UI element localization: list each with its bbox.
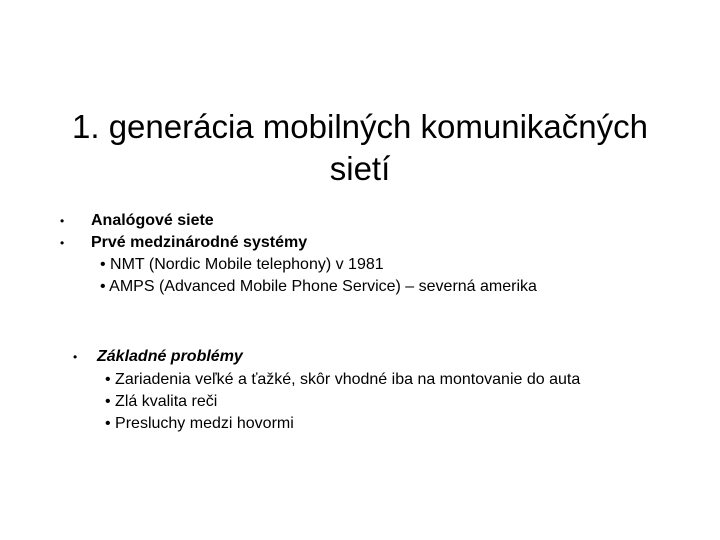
- bullet-item-analog-networks: Analógové siete: [91, 212, 214, 229]
- sub-item-devices-large: • Zariadenia veľké a ťažké, skôr vhodné iba na montovanie do auta: [105, 371, 581, 388]
- bullet-icon: •: [60, 214, 65, 228]
- slide-title-line-2: sietí: [329, 150, 391, 187]
- sub-item-amps: • AMPS (Advanced Mobile Phone Service) – severná amerika: [100, 278, 537, 295]
- slide-title: [30, 106, 690, 190]
- sub-item-nmt: • NMT (Nordic Mobile telephony) v 1981: [100, 256, 384, 273]
- sub-item-crosstalk: • Presluchy medzi hovormi: [105, 415, 294, 432]
- bullet-item-first-international-systems: Prvé medzinárodné systémy: [91, 234, 308, 251]
- bullet-icon: •: [60, 236, 65, 250]
- bullet-item-basic-problems: Základné problémy: [97, 348, 243, 365]
- bullet-icon: •: [73, 350, 78, 364]
- sub-item-poor-voice-quality: • Zlá kvalita reči: [105, 393, 218, 410]
- slide-title-line-1: 1. generácia mobilných komunikačných: [72, 108, 648, 145]
